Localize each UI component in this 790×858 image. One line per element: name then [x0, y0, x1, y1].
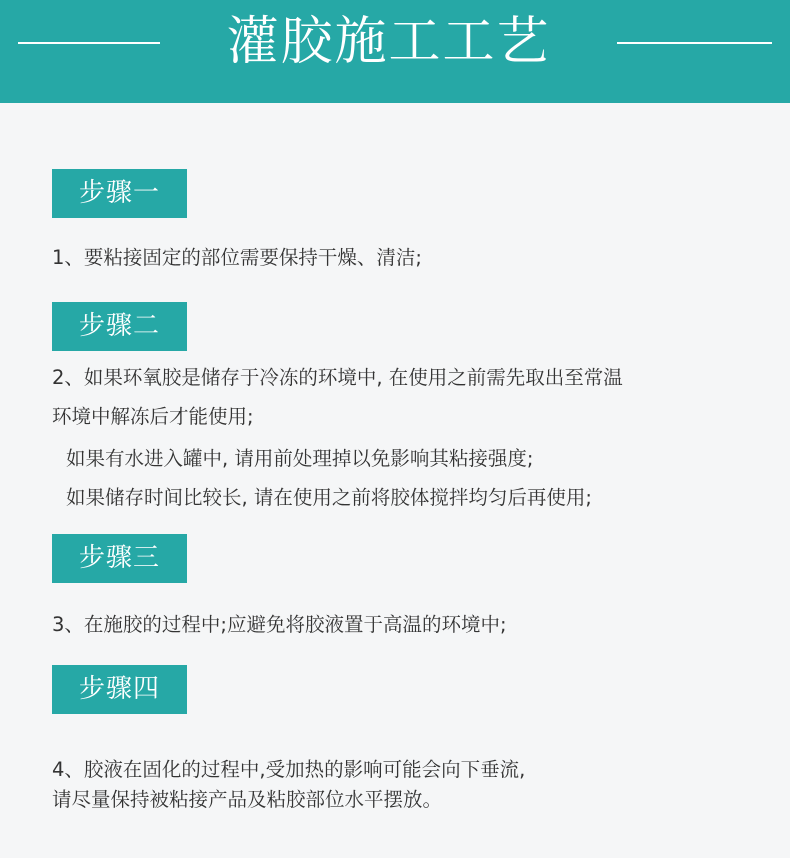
step-4-badge: 步骤四	[52, 665, 187, 714]
header-divider-left	[18, 42, 160, 44]
step-2-line-3: 如果有水进入罐中, 请用前处理掉以免影响其粘接强度;	[66, 447, 534, 470]
step-3-badge: 步骤三	[52, 534, 187, 583]
step-1-line-1: 1、要粘接固定的部位需要保持干燥、清洁;	[52, 246, 422, 269]
header-divider-right	[617, 42, 772, 44]
step-1-badge: 步骤一	[52, 169, 187, 218]
step-4-line-1: 4、胶液在固化的过程中,受加热的影响可能会向下垂流,	[52, 758, 526, 781]
step-2-line-4: 如果储存时间比较长, 请在使用之前将胶体搅拌均匀后再使用;	[66, 486, 592, 509]
step-2-line-1: 2、如果环氧胶是储存于冷冻的环境中, 在使用之前需先取出至常温	[52, 366, 623, 389]
step-3-line-1: 3、在施胶的过程中;应避免将胶液置于高温的环境中;	[52, 613, 507, 636]
step-2-badge: 步骤二	[52, 302, 187, 351]
step-2-line-2: 环境中解冻后才能使用;	[52, 405, 254, 428]
page-title: 灌胶施工工艺	[226, 12, 551, 72]
step-4-line-2: 请尽量保持被粘接产品及粘胶部位水平摆放。	[52, 788, 443, 811]
page-header	[0, 0, 790, 103]
